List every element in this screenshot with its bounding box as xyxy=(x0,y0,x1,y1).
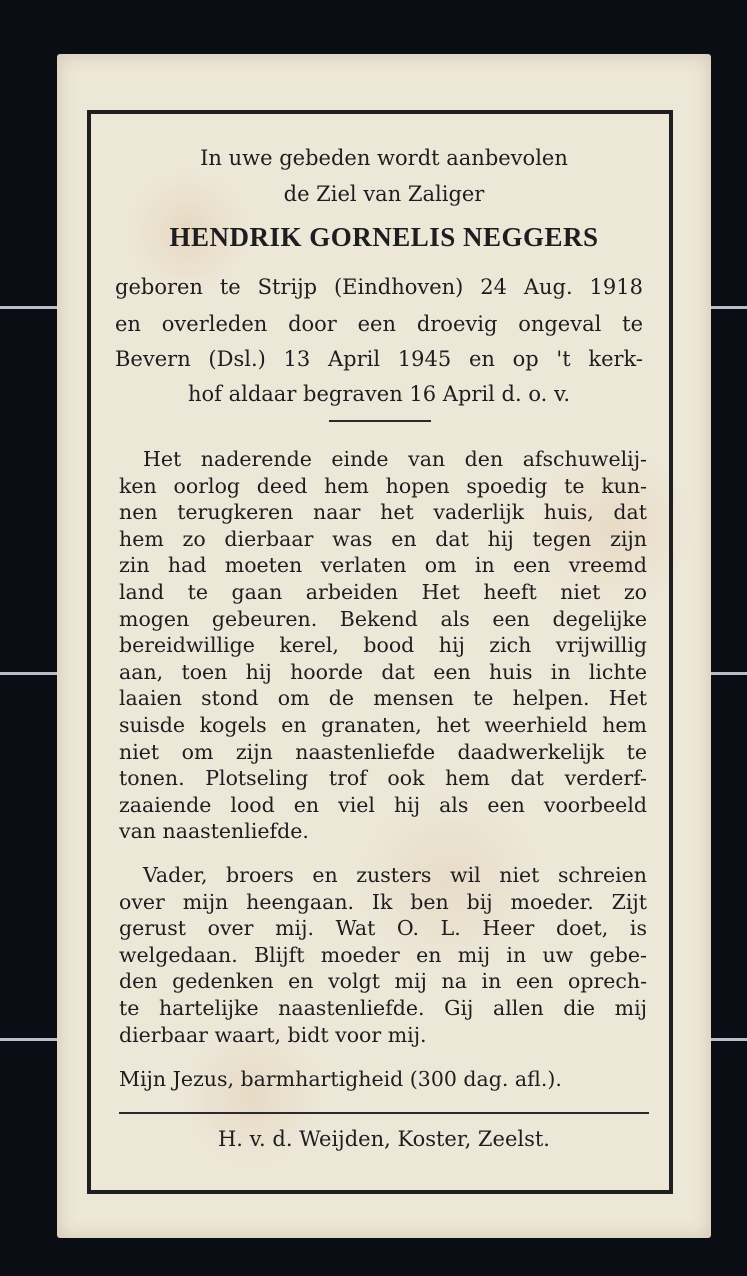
tribute-line: hem zo dierbaar was en dat hij tegen zijn xyxy=(119,526,647,551)
birth-death-details xyxy=(115,274,643,408)
tribute-line: laaien stond om de mensen te helpen. Het xyxy=(119,686,647,711)
printer-credit: H. v. d. Weijden, Koster, Zeelst. xyxy=(217,1127,550,1151)
detail-line: geboren te Strijp (Eindhoven) 24 Aug. 1918 xyxy=(115,275,643,299)
tribute-paragraph xyxy=(119,446,647,845)
detail-line: hof aldaar begraven 16 April d. o. v. xyxy=(187,382,571,406)
detail-line: en overleden door een droevig ongeval te xyxy=(115,312,643,336)
tribute-line: land te gaan arbeiden Het heeft niet zo xyxy=(119,579,647,604)
intro-line: In uwe gebeden wordt aanbevolen xyxy=(200,146,568,170)
tribute-line: aan, toen hij hoorde dat een huis in lichte xyxy=(119,659,647,684)
tribute-line: nen terugkeren naar het vaderlijk huis, dat xyxy=(119,500,647,525)
deceased-name: HENDRIK GORNELIS NEGGERS xyxy=(169,222,599,252)
intro-line: de Ziel van Zaliger xyxy=(283,182,485,206)
tribute-line: niet om zijn naastenliefde daadwerkelijk te xyxy=(119,739,647,764)
tribute-line: mogen gebeuren. Bekend als een degelijke xyxy=(119,606,647,631)
indulgence-prayer: Mijn Jezus, barmhartigheid (300 dag. afl.). xyxy=(119,1067,562,1091)
tribute-line: Het naderende einde van den afschuwelij- xyxy=(143,447,647,471)
tribute-line: tonen. Plotseling trof ook hem dat verderf- xyxy=(119,766,647,791)
farewell-line: over mijn heengaan. Ik ben bij moeder. Zijt xyxy=(119,889,647,914)
farewell-paragraph xyxy=(119,862,647,1048)
detail-line: Bevern (Dsl.) 13 April 1945 en op 't kerk- xyxy=(115,347,643,371)
farewell-line: Vader, broers en zusters wil niet schreien xyxy=(143,863,647,887)
farewell-line: welgedaan. Blijft moeder en mij in uw gebe- xyxy=(119,942,647,967)
tribute-line: zaaiende lood en viel hij als een voorbeeld xyxy=(119,792,647,817)
farewell-line: gerust over mij. Wat O. L. Heer doet, is xyxy=(119,916,647,941)
tribute-line: suisde kogels en granaten, het weerhield hem xyxy=(119,712,647,737)
tribute-line: ken oorlog deed hem hopen spoedig te kun- xyxy=(119,473,647,498)
memorial-card xyxy=(57,54,711,1238)
divider-short xyxy=(329,420,431,422)
farewell-line: den gedenken en volgt mij na in een oprech- xyxy=(119,969,647,994)
tribute-line: van naastenliefde. xyxy=(119,819,309,844)
divider-long xyxy=(119,1112,649,1114)
farewell-line: dierbaar waart, bidt voor mij. xyxy=(119,1022,427,1047)
tribute-line: bereidwillige kerel, bood hij zich vrijwillig xyxy=(119,633,647,658)
farewell-line: te hartelijke naastenliefde. Gij allen die mij xyxy=(119,995,647,1020)
tribute-line: zin had moeten verlaten om in een vreemd xyxy=(119,553,647,578)
